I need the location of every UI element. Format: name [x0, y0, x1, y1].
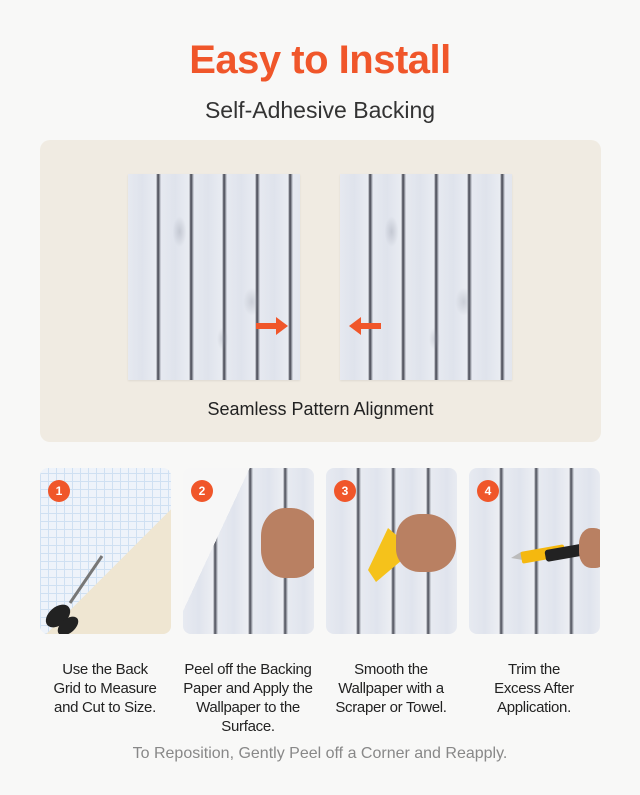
- alignment-panel: [40, 140, 601, 442]
- scissors-icon: [40, 548, 120, 634]
- step-number-badge: 1: [48, 480, 70, 502]
- arrow-right-icon: [254, 316, 290, 336]
- wallpaper-swatch-right: [340, 174, 512, 380]
- step-number-badge: 3: [334, 480, 356, 502]
- hand-illustration: [579, 528, 600, 568]
- footer-note: To Reposition, Gently Peel off a Corner and Reapply.: [132, 745, 508, 762]
- arrow-left-icon: [347, 316, 383, 336]
- step-2-text: Peel off the Backing Paper and Apply the Wallpaper to the Surface.: [183, 661, 313, 735]
- page-title: Easy to Install: [189, 38, 451, 82]
- step-number-badge: 2: [191, 480, 213, 502]
- hand-illustration: [261, 508, 314, 578]
- step-3-text: Smooth the Wallpaper with a Scraper or Towel.: [335, 661, 447, 716]
- step-4-text: Trim the Excess After Application.: [494, 661, 574, 716]
- step-4-image: [469, 468, 600, 634]
- page-subtitle: Self-Adhesive Backing: [204, 97, 436, 123]
- wallpaper-swatch-left: [128, 174, 300, 380]
- step-2-image: [183, 468, 314, 634]
- step-1-text: Use the Back Grid to Measure and Cut to Size.: [53, 661, 157, 716]
- step-3-image: [326, 468, 457, 634]
- hand-illustration: [396, 514, 456, 572]
- step-number-badge: 4: [477, 480, 499, 502]
- alignment-caption: Seamless Pattern Alignment: [207, 399, 434, 419]
- step-1-image: [40, 468, 171, 634]
